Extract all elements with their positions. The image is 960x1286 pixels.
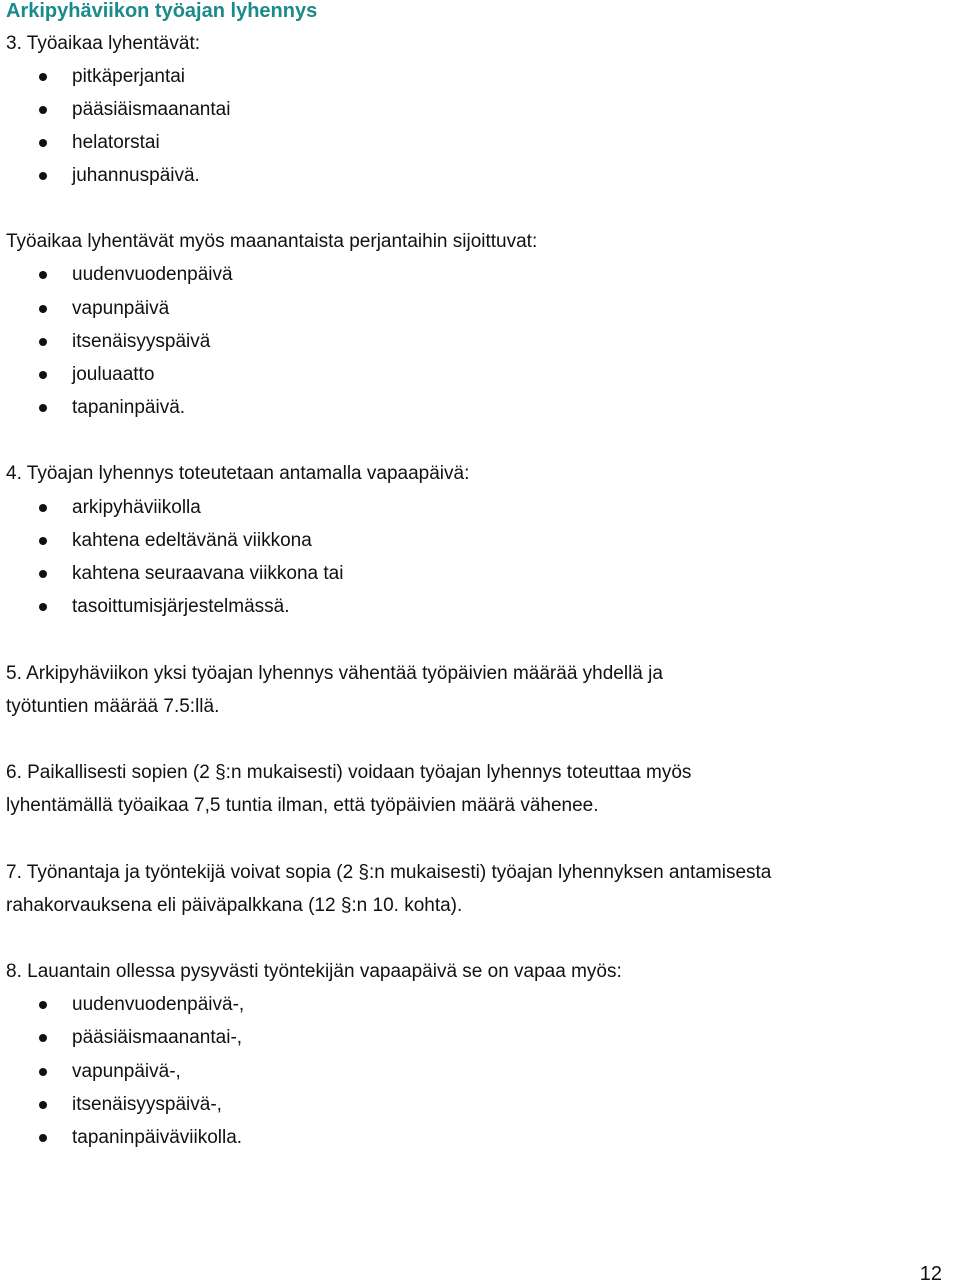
bullet-icon <box>39 139 47 147</box>
bullet-icon <box>39 305 47 313</box>
list-item: kahtena seuraavana viikkona tai <box>0 561 900 587</box>
list-item: jouluaatto <box>0 362 900 388</box>
bullet-icon <box>39 404 47 412</box>
list-item: uudenvuodenpäivä-, <box>0 992 900 1018</box>
bullet-icon <box>39 1101 47 1109</box>
list-item: juhannuspäivä. <box>0 163 900 189</box>
page-heading: Arkipyhäviikon työajan lyhennys <box>6 0 318 22</box>
bullet-icon <box>39 1001 47 1009</box>
list-item: tapaninpäiväviikolla. <box>0 1125 900 1151</box>
list-item: vapunpäivä-, <box>0 1059 900 1085</box>
section-3-intro: 3. Työaikaa lyhentävät: <box>6 33 200 54</box>
bullet-icon <box>39 271 47 279</box>
list-item: uudenvuodenpäivä <box>0 262 900 288</box>
bullet-icon <box>39 1034 47 1042</box>
list-item: kahtena edeltävänä viikkona <box>0 528 900 554</box>
bullet-icon <box>39 570 47 578</box>
section-6-line-2: lyhentämällä työaikaa 7,5 tuntia ilman, että työpäivien määrä vähenee. <box>6 795 599 816</box>
bullet-icon <box>39 338 47 346</box>
bullet-icon <box>39 603 47 611</box>
list-item: pääsiäismaanantai-, <box>0 1025 900 1051</box>
list-item: pitkäperjantai <box>0 64 900 90</box>
section-7-line-2: rahakorvauksena eli päiväpalkkana (12 §:n 10. kohta). <box>6 895 463 916</box>
bullet-icon <box>39 106 47 114</box>
list-item: helatorstai <box>0 130 900 156</box>
list-item: tapaninpäivä. <box>0 395 900 421</box>
bullet-icon <box>39 172 47 180</box>
section-4-intro: 4. Työajan lyhennys toteutetaan antamalla vapaapäivä: <box>6 463 470 484</box>
list-item: vapunpäivä <box>0 296 900 322</box>
section-5-line-2: työtuntien määrää 7.5:llä. <box>6 696 220 717</box>
section-5-line-1: 5. Arkipyhäviikon yksi työajan lyhennys vähentää työpäivien määrää yhdellä ja <box>6 663 663 684</box>
section-3b-intro: Työaikaa lyhentävät myös maanantaista perjantaihin sijoittuvat: <box>6 231 538 252</box>
section-6-line-1: 6. Paikallisesti sopien (2 §:n mukaisesti) voidaan työajan lyhennys toteuttaa myös <box>6 762 692 783</box>
page-number: 12 <box>919 1263 942 1285</box>
bullet-icon <box>39 371 47 379</box>
bullet-icon <box>39 504 47 512</box>
bullet-icon <box>39 1134 47 1142</box>
list-item: tasoittumisjärjestelmässä. <box>0 594 900 620</box>
list-item: itsenäisyyspäivä <box>0 329 900 355</box>
list-item: itsenäisyyspäivä-, <box>0 1092 900 1118</box>
bullet-icon <box>39 1068 47 1076</box>
list-item: arkipyhäviikolla <box>0 495 900 521</box>
list-item: pääsiäismaanantai <box>0 97 900 123</box>
section-8-intro: 8. Lauantain ollessa pysyvästi työntekijän vapaapäivä se on vapaa myös: <box>6 961 622 982</box>
bullet-icon <box>39 73 47 81</box>
bullet-icon <box>39 537 47 545</box>
section-7-line-1: 7. Työnantaja ja työntekijä voivat sopia (2 §:n mukaisesti) työajan lyhennyksen antamisesta <box>6 862 772 883</box>
